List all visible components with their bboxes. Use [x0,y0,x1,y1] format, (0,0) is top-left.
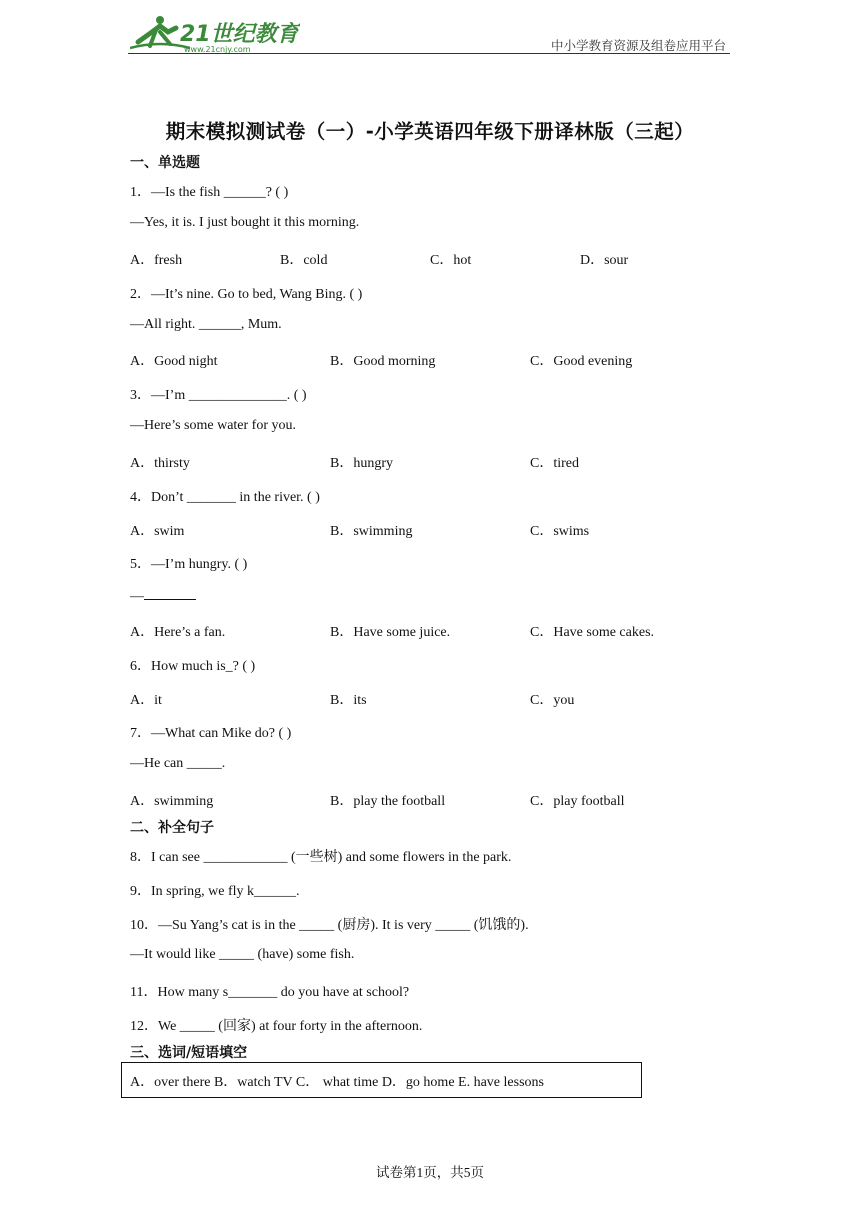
option-7c: C．play football [530,794,625,809]
question-11: 11．How many s_______ do you have at school? [130,985,410,1000]
logo [130,12,300,54]
question-1: 1．—Is the fish ______? ( ) [130,185,289,200]
question-3: 3．—I’m ______________. ( ) [130,388,307,403]
question-7-response: —He can _____. [130,756,226,771]
question-8: 8．I can see ____________ (一些树) and some flowers in the park. [130,850,512,865]
question-4: 4．Don’t _______ in the river. ( ) [130,490,320,505]
question-2: 2．—It’s nine. Go to bed, Wang Bing. ( ) [130,287,363,302]
question-2-response: —All right. ______, Mum. [130,317,282,332]
question-6: 6．How much is_? ( ) [130,659,256,674]
question-10: 10．—Su Yang’s cat is in the _____ (厨房). It is very _____ (饥饿的). [130,918,529,933]
question-10-response: —It would like _____ (have) some fish. [130,947,355,962]
section-title-word-fill: 三、选词/短语填空 [130,1045,248,1061]
option-1a: A．fresh [130,253,183,268]
option-1d: D．sour [580,253,629,268]
logo-text: 21世纪教育 [180,22,299,47]
question-5-response [130,587,196,605]
logo-url: www.21cnjy.com [184,45,251,54]
dash-text: — [130,589,144,604]
header-divider [128,53,730,54]
question-7: 7．—What can Mike do? ( ) [130,726,292,741]
question-3-response: —Here’s some water for you. [130,418,297,433]
option-6c: C．you [530,693,575,708]
option-6b: B．its [330,693,367,708]
option-1b: B．cold [280,253,328,268]
option-5b: B．Have some juice. [330,625,451,640]
section-title-single-choice: 一、单选题 [130,155,200,171]
option-4a: A．swim [130,524,185,539]
option-7a: A．swimming [130,794,214,809]
option-2b: B．Good morning [330,354,436,369]
question-1-response: —Yes, it is. I just bought it this morning. [130,215,360,230]
option-5c: C．Have some cakes. [530,625,655,640]
question-5: 5．—I’m hungry. ( ) [130,557,248,572]
option-1c: C．hot [430,253,472,268]
option-3a: A．thirsty [130,456,190,471]
option-4b: B．swimming [330,524,413,539]
option-3c: C．tired [530,456,579,471]
option-3b: B．hungry [330,456,393,471]
option-6a: A．it [130,693,162,708]
option-4c: C．swims [530,524,590,539]
question-9: 9．In spring, we fly k______. [130,884,300,899]
word-bank-text: A．over there B．watch TV C． what time D．go home E. have lessons [130,1075,544,1090]
option-5a: A．Here’s a fan. [130,625,226,640]
question-12: 12．We _____ (回家) at four forty in the afternoon. [130,1019,423,1034]
option-7b: B．play the football [330,794,446,809]
option-2c: C．Good evening [530,354,633,369]
option-2a: A．Good night [130,354,218,369]
header-platform: 中小学教育资源及组卷应用平台 [550,38,726,53]
section-title-complete-sentences: 二、补全句子 [130,820,214,836]
page-title: 期末模拟测试卷（一）-小学英语四年级下册译林版（三起） [165,120,695,143]
answer-blank [144,587,196,600]
page-footer: 试卷第1页，共5页 [376,1165,484,1180]
